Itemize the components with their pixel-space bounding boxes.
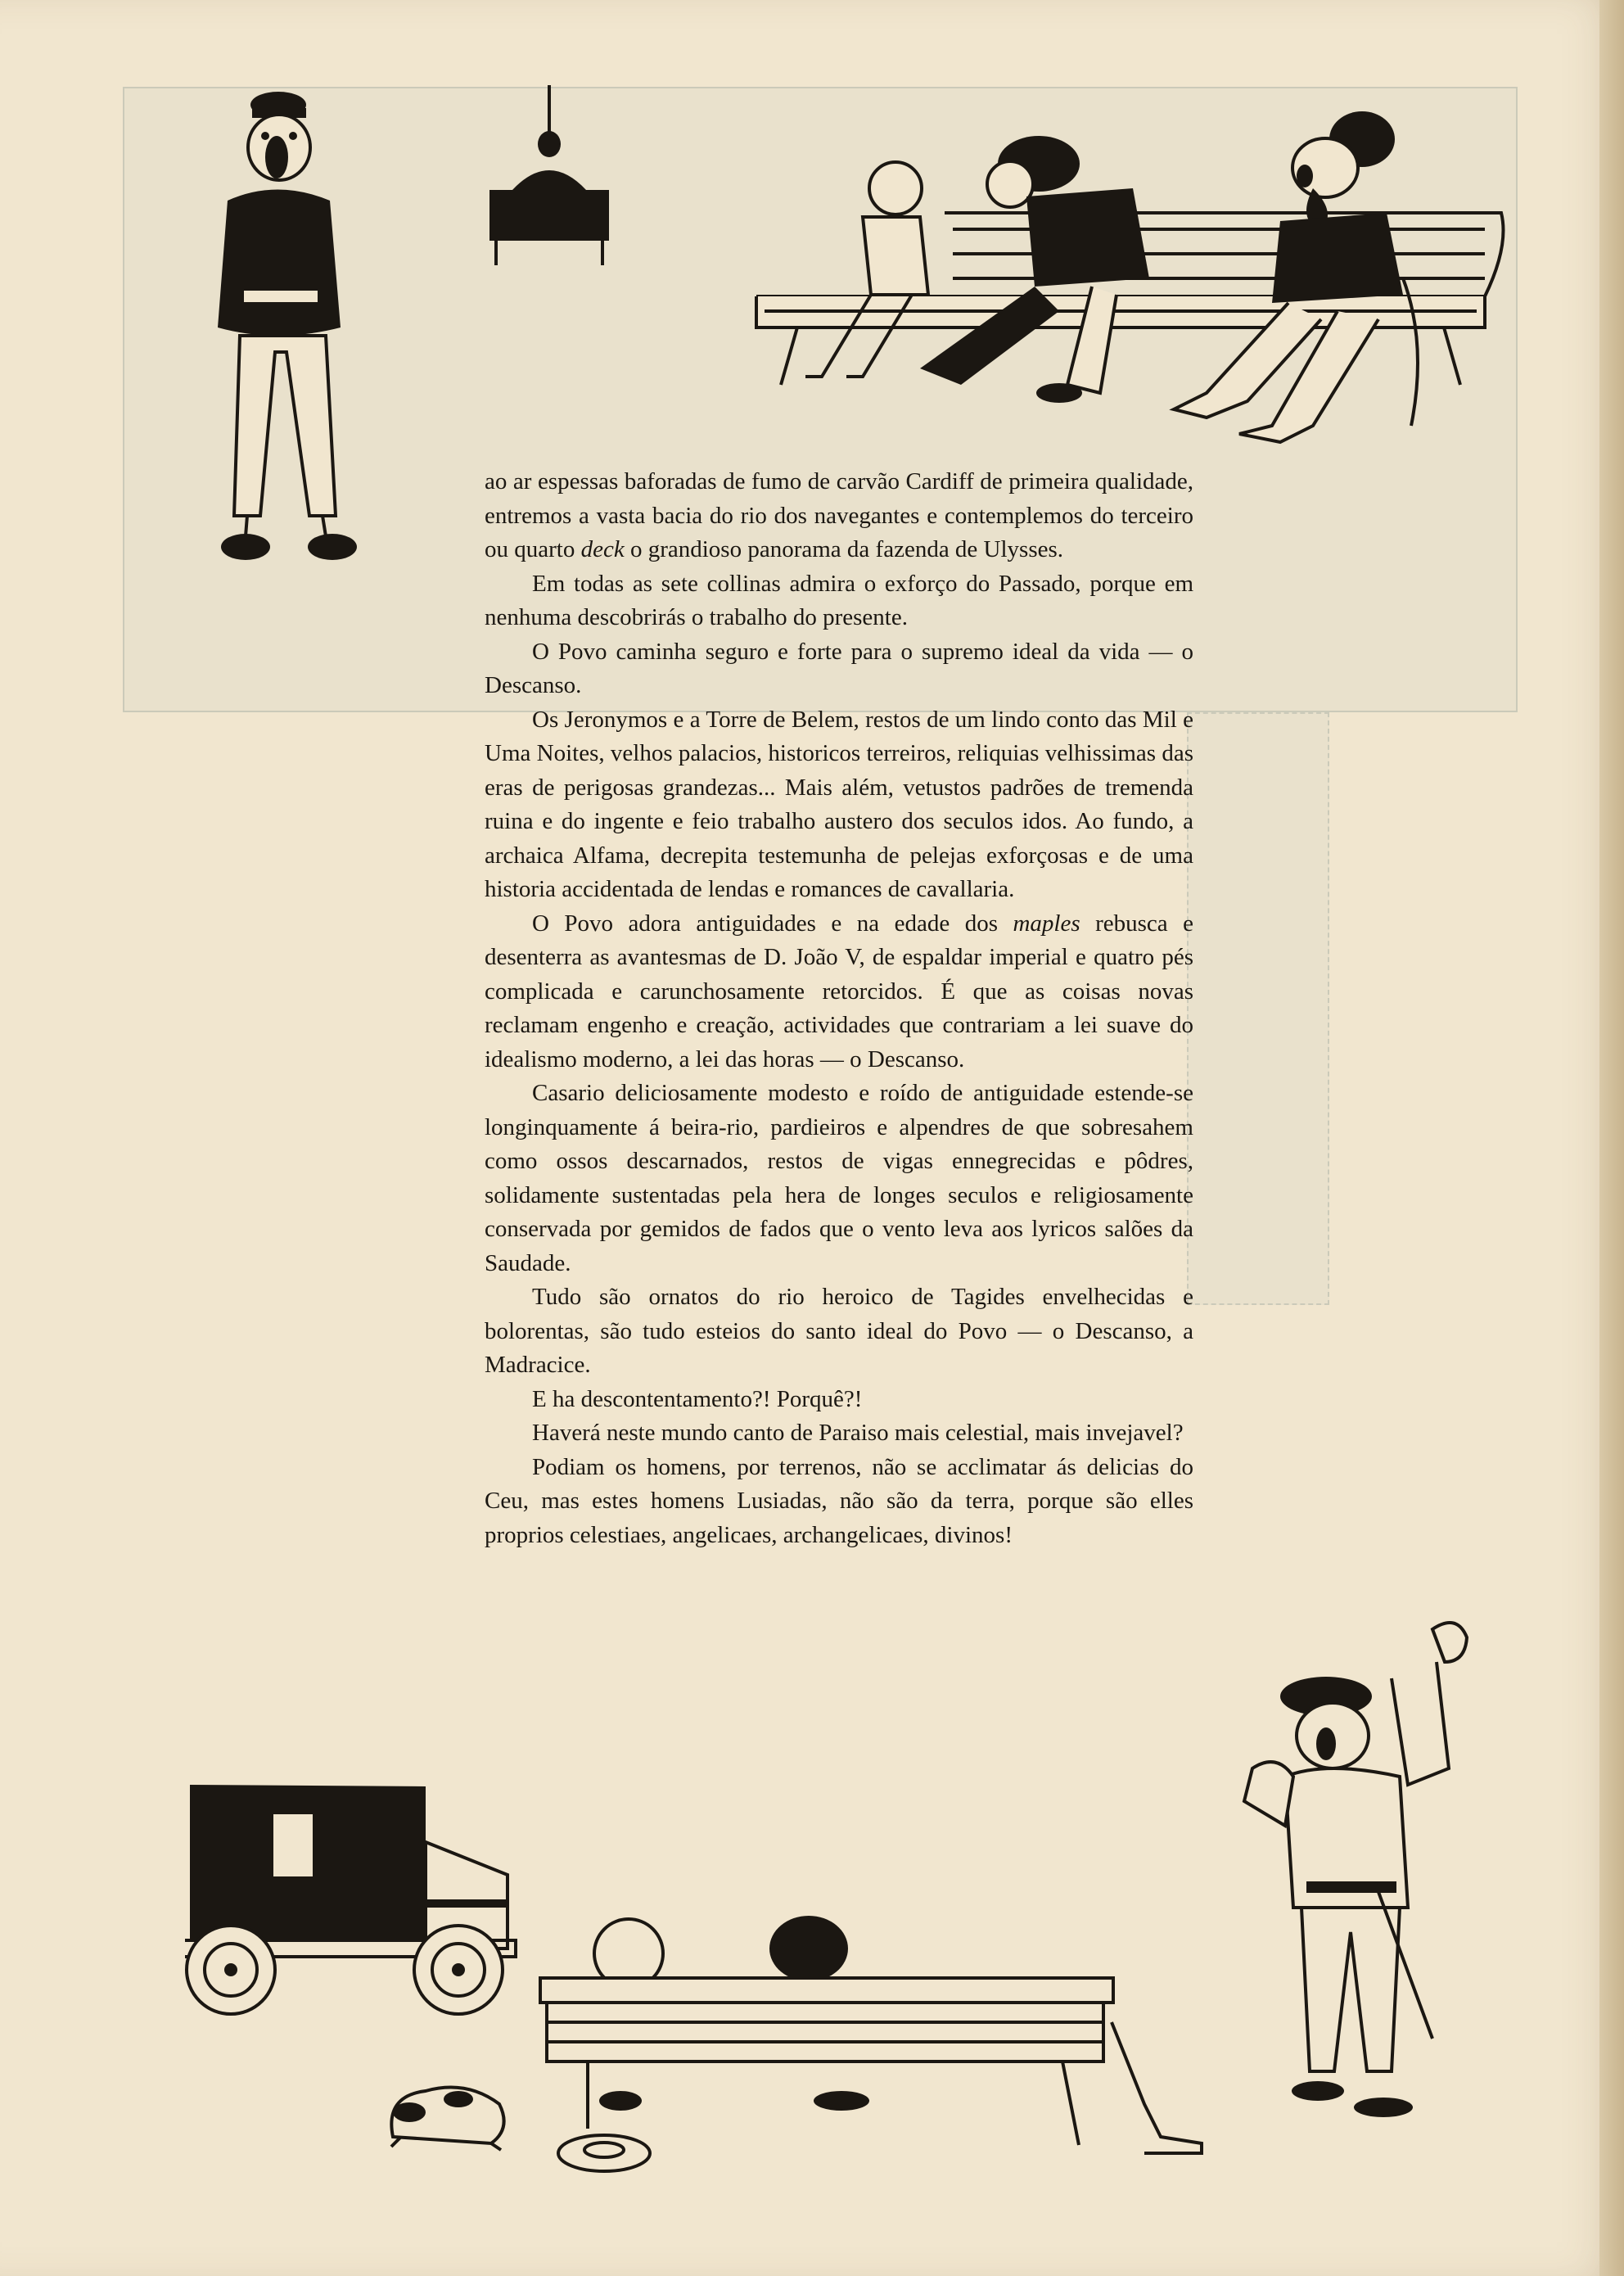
paragraph-text: Haverá neste mundo canto de Paraiso mais celestial, mais invejavel?	[532, 1420, 1184, 1446]
show-through-right	[1187, 712, 1329, 1305]
page-edge	[1599, 0, 1624, 2276]
illustration-men-behind-bench	[539, 1908, 1210, 2178]
paragraph-text: E ha descontentamento?! Porquê?!	[532, 1385, 863, 1412]
italic-term: deck	[580, 536, 625, 562]
paragraph-text: Os Jeronymos e a Torre de Belem, restos de um lindo conto das Mil e Uma Noites, velhos palacios, historicos terreiros, reliquias velhissimas das eras de perigosas grandezas... Mais além, vetustos padrões de tremenda ruina e do ingente e feio trabalho austero dos seculos idos. Ao fundo, a archaica Alfama, decrepita testemunha de pelejas exforçosas e de uma historia accidentada de lendas e romances de cavallaria.	[485, 706, 1193, 902]
paragraph-text: o grandioso panorama da fazenda de Ulysses.	[624, 536, 1064, 562]
illustration-sleepers-on-bench	[748, 82, 1509, 442]
body-paragraph	[485, 907, 1193, 1077]
body-paragraph	[485, 635, 1193, 703]
body-paragraph	[485, 1077, 1193, 1280]
illustration-sleeping-dog	[377, 2071, 516, 2153]
illustration-yawning-policeman	[195, 82, 367, 573]
body-paragraph	[485, 465, 1193, 567]
paragraph-text: Podiam os homens, por terrenos, não se acclimatar ás delicias do Ceu, mas estes homens Lusiadas, não são da terra, porque são elles proprios celestiaes, angelicaes, archangelicaes, divinos!	[485, 1453, 1193, 1548]
illustration-motor-car	[180, 1777, 524, 2022]
body-paragraph	[485, 567, 1193, 635]
illustration-hanging-lamp	[488, 85, 611, 273]
body-paragraph	[485, 703, 1193, 907]
body-paragraph	[485, 1451, 1193, 1553]
paragraph-text: ao ar espessas baforadas de fumo de carvão Cardiff de primeira qualidade, entremos a vasta bacia do rio dos navegantes e contemplemos do terceiro ou quarto	[485, 468, 1193, 562]
article-body	[485, 465, 1193, 1552]
body-paragraph	[485, 1416, 1193, 1451]
paragraph-text: Em todas as sete collinas admira o exforço do Passado, porque em nenhuma descobrirás o trabalho do presente.	[485, 570, 1193, 630]
paragraph-text: Tudo são ornatos do rio heroico de Tagides envelhecidas e bolorentas, são tudo esteios do santo ideal do Povo — o Descanso, a Madracice.	[485, 1284, 1193, 1378]
paragraph-text: O Povo caminha seguro e forte para o supremo ideal da vida — o Descanso.	[485, 638, 1193, 698]
paragraph-text: Casario deliciosamente modesto e roído de antiguidade estende-se longinquamente á beira-rio, pardieiros e alpendres de que sobresahem como ossos descarnados, restos de vigas ennegrecidas e pôdres, solidamente sustentadas pela hera de longes seculos e religiosamente conservada por gemidos de fados que o vento leva aos lyricos salões da Saudade.	[485, 1080, 1193, 1276]
body-paragraph	[485, 1280, 1193, 1383]
illustration-stretching-soldier	[1228, 1613, 1490, 2137]
paragraph-text: rebusca e desenterra as avantesmas de D. João V, de espaldar imperial e quatro pés complicada e carunchosamente retorcidos. É que as coisas novas reclamam engenho e creação, actividades que contrariam a lei suave do idealismo moderno, a lei das horas — o Descanso.	[485, 910, 1193, 1073]
paragraph-text: O Povo adora antiguidades e na edade dos	[532, 910, 1013, 937]
italic-term: maples	[1013, 910, 1080, 937]
body-paragraph	[485, 1383, 1193, 1417]
